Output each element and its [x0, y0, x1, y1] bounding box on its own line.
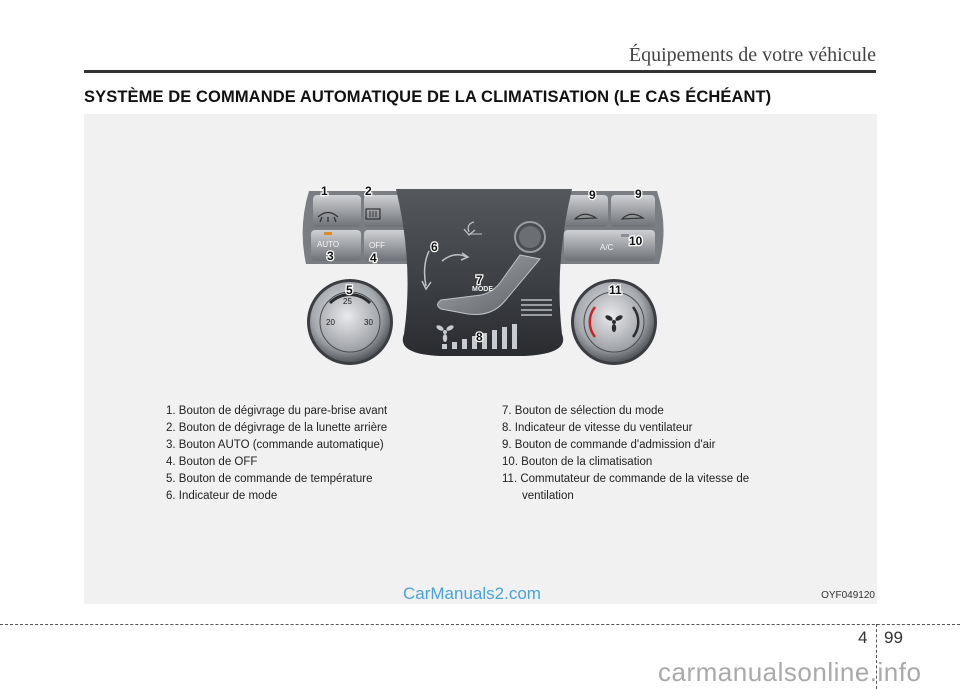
ac-indicator-led	[621, 234, 629, 237]
legend-left-column	[166, 403, 387, 505]
temp-scale-20: 20	[326, 318, 335, 327]
legend-item: 5. Bouton de commande de température	[166, 473, 373, 485]
legend-item: 2. Bouton de dégivrage de la lunette arrière	[166, 422, 388, 434]
figure-code: OYF049120	[821, 590, 875, 601]
auto-label: AUTO	[317, 240, 340, 249]
legend-item: 4. Bouton de OFF	[166, 456, 258, 468]
legend-item: 8. Indicateur de vitesse du ventilateur	[502, 422, 693, 434]
front-defrost-button[interactable]	[313, 195, 361, 227]
legend-item: 6. Indicateur de mode	[166, 490, 278, 502]
mode-label: MODE	[472, 286, 493, 293]
legend-item: ventilation	[522, 490, 574, 502]
climate-control-illustration	[84, 114, 877, 604]
off-label: OFF	[369, 241, 385, 250]
ac-label: A/C	[600, 243, 614, 252]
legend-right-column	[502, 403, 749, 505]
legend-item: 10. Bouton de la climatisation	[502, 456, 653, 468]
callout-3: 3	[327, 249, 334, 263]
legend-item: 3. Bouton AUTO (commande automatique)	[166, 439, 384, 451]
callout-6: 6	[431, 240, 438, 254]
callout-1: 1	[321, 184, 328, 198]
callout-7: 7	[476, 273, 483, 287]
legend-item: 11. Commutateur de commande de la vitesse de	[502, 473, 750, 485]
climate-control-figure	[84, 114, 877, 604]
legend-item: 7. Bouton de sélection du mode	[502, 405, 664, 417]
auto-indicator-led	[324, 232, 332, 235]
header-rule	[84, 70, 876, 73]
callout-10: 10	[629, 234, 643, 248]
section-title: SYSTÈME DE COMMANDE AUTOMATIQUE DE LA CLIMATISATION (LE CAS ÉCHÉANT)	[84, 88, 772, 106]
legend-item: 9. Bouton de commande d'admission d'air	[502, 439, 716, 451]
carmanualsonline-watermark[interactable]: carmanualsonline.info	[658, 657, 922, 687]
running-header: Équipements de votre véhicule	[628, 44, 876, 66]
callout-4: 4	[370, 251, 377, 265]
legend-item: 1. Bouton de dégivrage du pare-brise avant	[166, 405, 388, 417]
left-button-cluster	[303, 191, 414, 264]
page-number: 99	[884, 628, 903, 647]
carmanuals2-watermark[interactable]: CarManuals2.com	[403, 584, 541, 603]
fresh-air-button[interactable]	[611, 195, 655, 227]
chapter-number: 4	[858, 628, 868, 647]
callout-5: 5	[346, 283, 353, 297]
callout-9b: 9	[635, 187, 642, 201]
callout-11: 11	[609, 283, 622, 297]
center-display	[396, 189, 572, 356]
callout-2: 2	[365, 184, 372, 198]
temp-scale-25: 25	[343, 297, 352, 306]
recirculation-button[interactable]	[564, 195, 608, 227]
footer-dashed-rule	[0, 624, 960, 625]
temp-scale-30: 30	[364, 318, 373, 327]
callout-8: 8	[476, 330, 483, 344]
callout-9a: 9	[589, 188, 596, 202]
